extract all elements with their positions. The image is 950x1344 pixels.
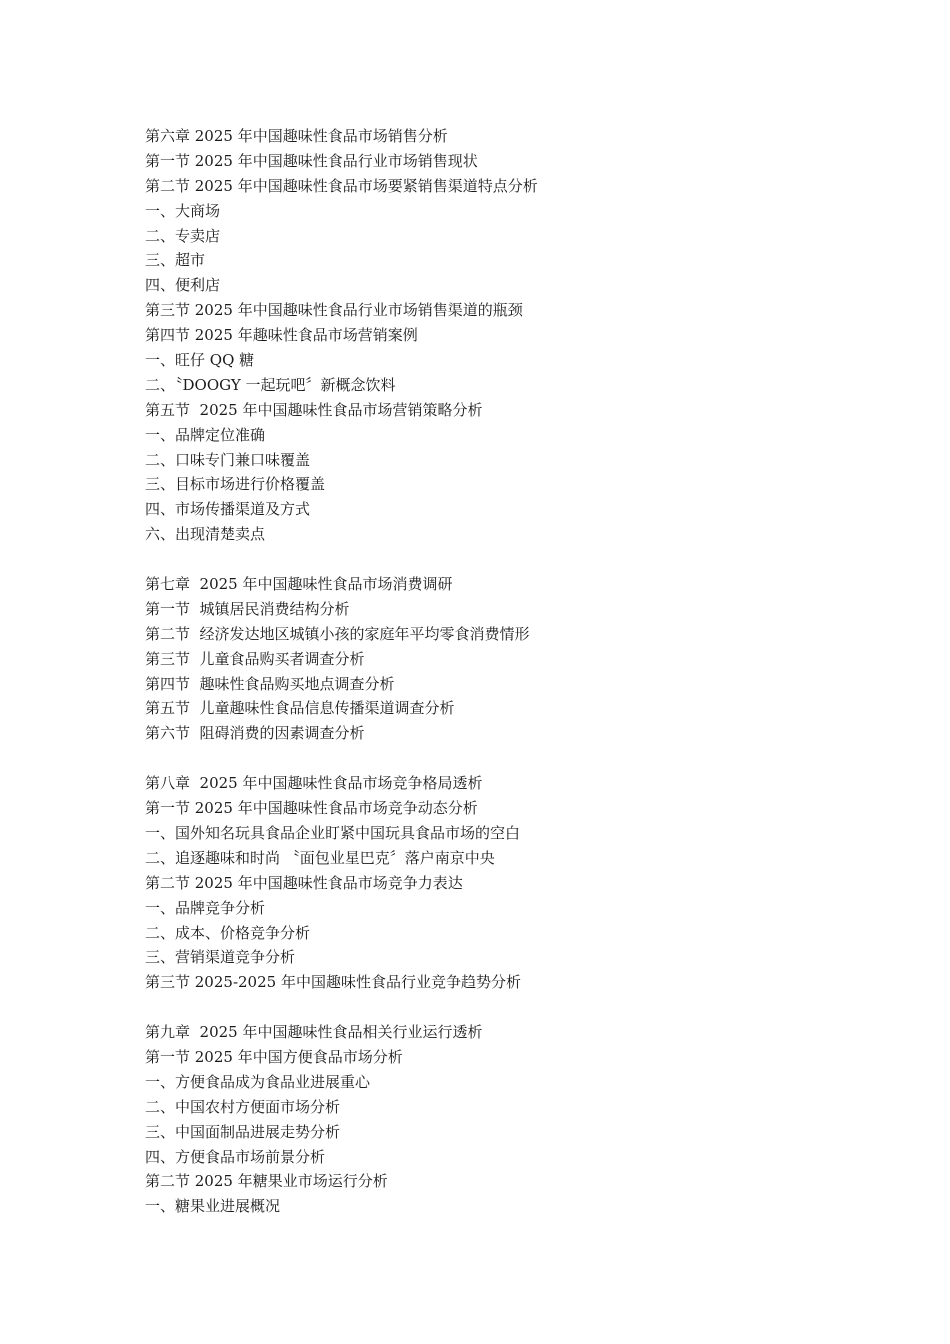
chapter-heading: 第八章 2025 年中国趣味性食品市场竞争格局透析 [145,774,483,793]
toc-line: 第一节 2025 年中国方便食品市场分析 [145,1047,403,1066]
document-page [145,124,845,1219]
section-gap [145,547,845,572]
toc-line: 第二节 2025 年中国趣味性食品市场要紧销售渠道特点分析 [145,176,538,195]
toc-line: 六、出现清楚卖点 [145,525,266,544]
section-gap [145,746,845,771]
toc-line: 第四节 2025 年趣味性食品市场营销案例 [145,326,418,345]
toc-line: 二、中国农村方便面市场分析 [145,1097,341,1116]
toc-line: 一、品牌竞争分析 [145,898,266,917]
toc-line: 第一节 2025 年中国趣味性食品行业市场销售现状 [145,151,478,170]
toc-line: 一、品牌定位准确 [145,425,266,444]
toc-line: 四、方便食品市场前景分析 [145,1147,326,1166]
toc-line: 第三节 2025-2025 年中国趣味性食品行业竞争趋势分析 [145,973,521,992]
section-gap [145,995,845,1020]
toc-line: 第六节 阻碍消费的因素调查分析 [145,724,365,743]
toc-line: 一、大商场 [145,201,221,220]
chapter-heading: 第七章 2025 年中国趣味性食品市场消费调研 [145,575,453,594]
toc-line: 一、国外知名玩具食品企业盯紧中国玩具食品市场的空白 [145,823,521,842]
toc-line: 第一节 2025 年中国趣味性食品市场竞争动态分析 [145,799,478,818]
toc-line: 三、目标市场进行价格覆盖 [145,475,326,494]
toc-line: 第三节 儿童食品购买者调查分析 [145,649,365,668]
toc-line: 第二节 2025 年中国趣味性食品市场竞争力表达 [145,873,463,892]
toc-line: 三、超市 [145,251,206,270]
toc-line: 三、中国面制品进展走势分析 [145,1122,341,1141]
toc-line: 二、口味专门兼口味覆盖 [145,450,311,469]
toc-line: 二、〝DOOGY 一起玩吧〞新概念饮料 [145,375,396,394]
toc-line: 一、方便食品成为食品业进展重心 [145,1072,371,1091]
toc-line: 一、糖果业进展概况 [145,1197,281,1216]
toc-line: 第四节 趣味性食品购买地点调查分析 [145,674,395,693]
toc-line: 一、旺仔 QQ 糖 [145,351,255,370]
chapter-heading: 第六章 2025 年中国趣味性食品市场销售分析 [145,127,448,145]
toc-line: 第一节 城镇居民消费结构分析 [145,599,350,618]
toc-line: 第三节 2025 年中国趣味性食品行业市场销售渠道的瓶颈 [145,301,523,320]
toc-line: 二、成本、价格竞争分析 [145,923,311,942]
toc-line: 第二节 2025 年糖果业市场运行分析 [145,1172,388,1191]
toc-line: 四、市场传播渠道及方式 [145,500,311,519]
toc-line: 三、营销渠道竞争分析 [145,948,296,967]
toc-line: 第五节 儿童趣味性食品信息传播渠道调查分析 [145,699,455,718]
toc-line: 二、追逐趣味和时尚 〝面包业星巴克〞落户南京中央 [145,848,495,867]
toc-line: 第五节 2025 年中国趣味性食品市场营销策略分析 [145,400,483,419]
chapter-heading: 第九章 2025 年中国趣味性食品相关行业运行透析 [145,1023,483,1042]
toc-line: 第二节 经济发达地区城镇小孩的家庭年平均零食消费情形 [145,624,530,643]
toc-line: 二、专卖店 [145,226,221,245]
toc-line: 四、便利店 [145,276,221,295]
